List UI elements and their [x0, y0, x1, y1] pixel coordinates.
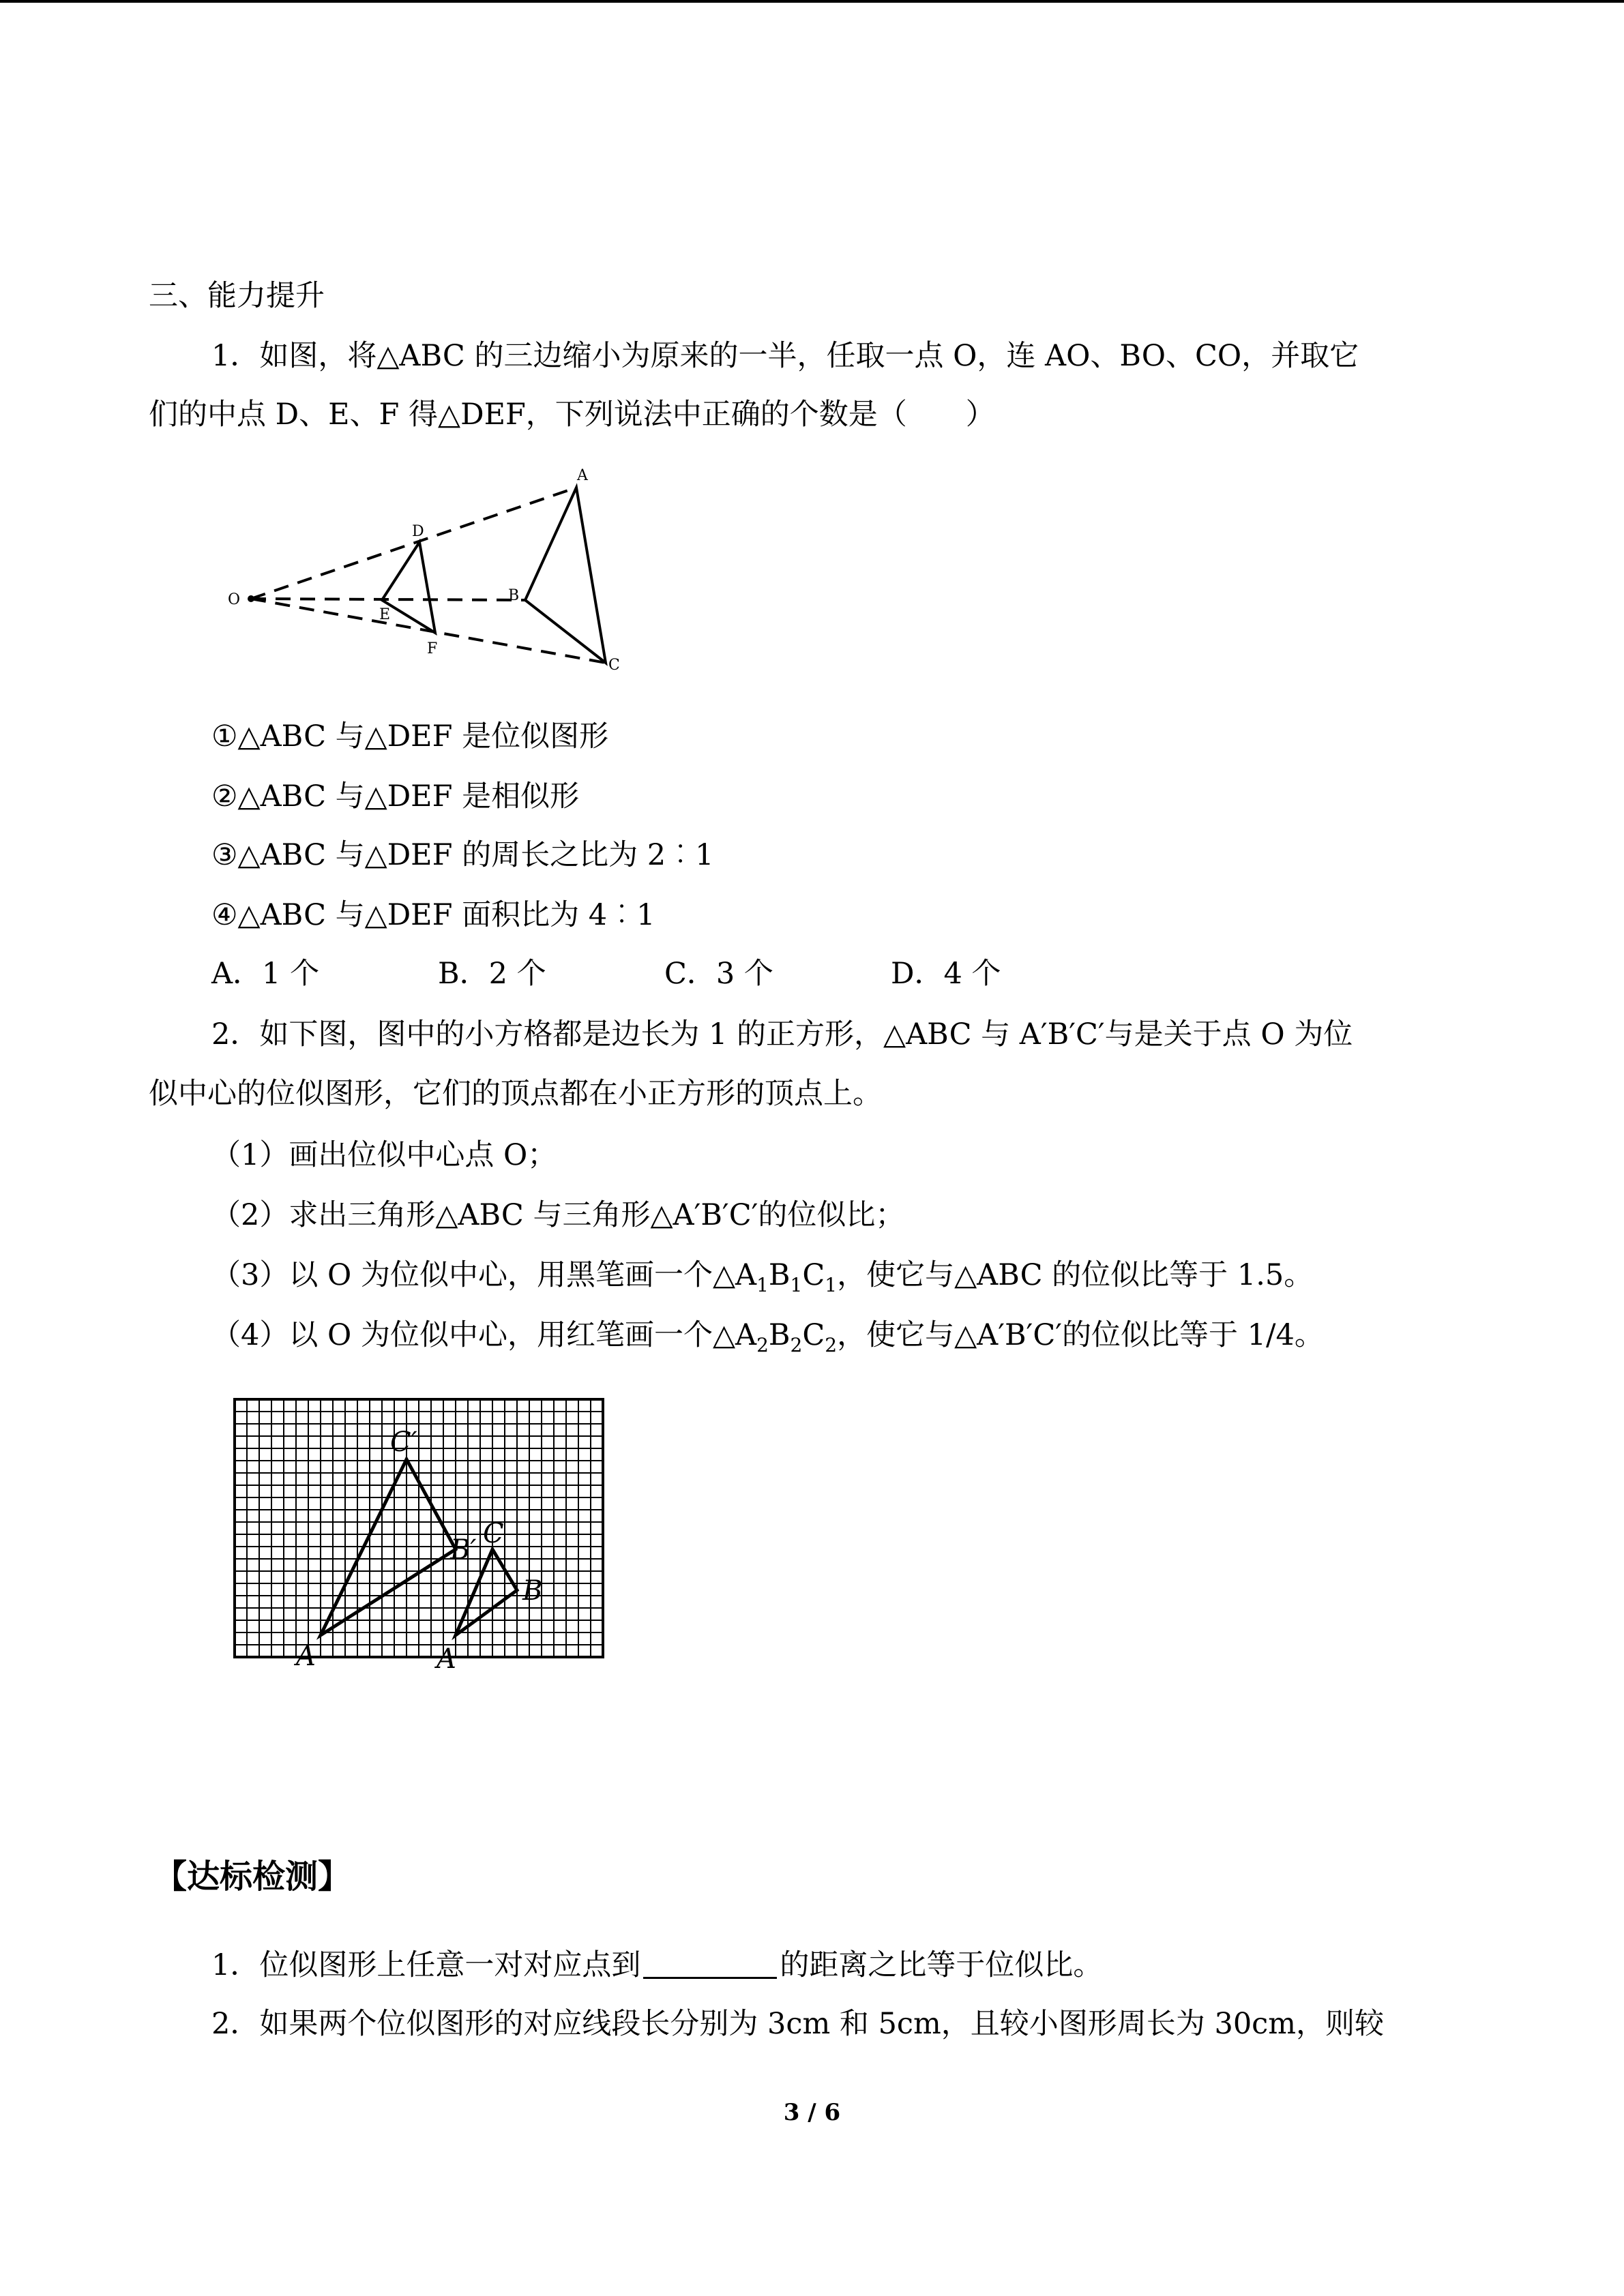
- section-title: 三、能力提升: [149, 279, 325, 313]
- q1-text-line2: 们的中点 D、E、F 得△DEF，下列说法中正确的个数是（ ）: [149, 398, 995, 432]
- assessment-q1: 1．位似图形上任意一对对应点到 的距离之比等于位似比。: [211, 1948, 1103, 1982]
- top-border: [0, 0, 1624, 3]
- option-b: B．2 个: [438, 957, 546, 991]
- grid-label-B-prime: B′: [450, 1534, 477, 1566]
- q1-text-line1: 1．如图，将△ABC 的三边缩小为原来的一半，任取一点 O，连 AO、BO、CO，并取它: [211, 339, 1359, 373]
- ray-OB-dashed: [251, 599, 525, 600]
- option-d: D．4 个: [891, 957, 1001, 991]
- q1-statement-1: ①△ABC 与△DEF 是位似图形: [211, 719, 609, 754]
- q2-sub-2: （2）求出三角形△ABC 与三角形△A′B′C′的位似比；: [211, 1198, 905, 1232]
- label-O: O: [228, 591, 241, 608]
- assessment-q2: 2．如果两个位似图形的对应线段长分别为 3cm 和 5cm，且较小图形周长为 30cm，则较: [211, 2007, 1385, 2041]
- q2-sub-1: （1）画出位似中心点 O；: [211, 1138, 557, 1172]
- q2-text-line2: 似中心的位似图形，它们的顶点都在小正方形的顶点上。: [149, 1077, 882, 1111]
- grid-label-C-prime: C′: [390, 1427, 417, 1458]
- q1-statement-2: ②△ABC 与△DEF 是相似形: [211, 779, 580, 814]
- q1-figure: [218, 457, 641, 682]
- assessment-heading: 【达标检测】: [154, 1858, 351, 1896]
- label-A: A: [577, 467, 588, 484]
- label-B: B: [508, 587, 520, 604]
- grid-label-A-prime: A: [296, 1641, 316, 1672]
- q2-grid-figure: [225, 1391, 614, 1678]
- grid-label-B: B: [522, 1575, 543, 1607]
- label-F: F: [427, 640, 438, 657]
- option-c: C．3 个: [664, 957, 773, 991]
- q1-statement-4: ④△ABC 与△DEF 面积比为 4︰1: [211, 898, 655, 932]
- q1-options: [211, 953, 1548, 994]
- label-C: C: [608, 657, 620, 674]
- grid: [235, 1399, 603, 1657]
- grid-label-A: A: [437, 1643, 456, 1675]
- option-a: A．1 个: [211, 957, 320, 991]
- q2-text-line1: 2．如下图，图中的小方格都是边长为 1 的正方形，△ABC 与 A′B′C′与是关于点 O 为位: [211, 1017, 1353, 1052]
- q2-sub-4: （4）以 O 为位似中心，用红笔画一个$\triangle A_2B_2C_2$，使它与△A′B′C′的位似比等于 1/4。: [211, 1318, 1324, 1356]
- point-O: [248, 595, 254, 602]
- label-D: D: [412, 523, 424, 540]
- label-E: E: [379, 606, 391, 623]
- q2-sub-3: （3）以 O 为位似中心，用黑笔画一个$\triangle A_1B_1C_1$，使它与△ABC 的位似比等于 1.5。: [211, 1258, 1314, 1296]
- answer-blank[interactable]: [643, 1950, 777, 1979]
- page-number: 3 / 6: [783, 2099, 841, 2126]
- q1-statement-3: ③△ABC 与△DEF 的周长之比为 2︰1: [211, 838, 714, 872]
- ray-OA-dashed: [251, 488, 576, 599]
- grid-label-C: C: [483, 1518, 504, 1549]
- triangle-ABC: [525, 488, 606, 663]
